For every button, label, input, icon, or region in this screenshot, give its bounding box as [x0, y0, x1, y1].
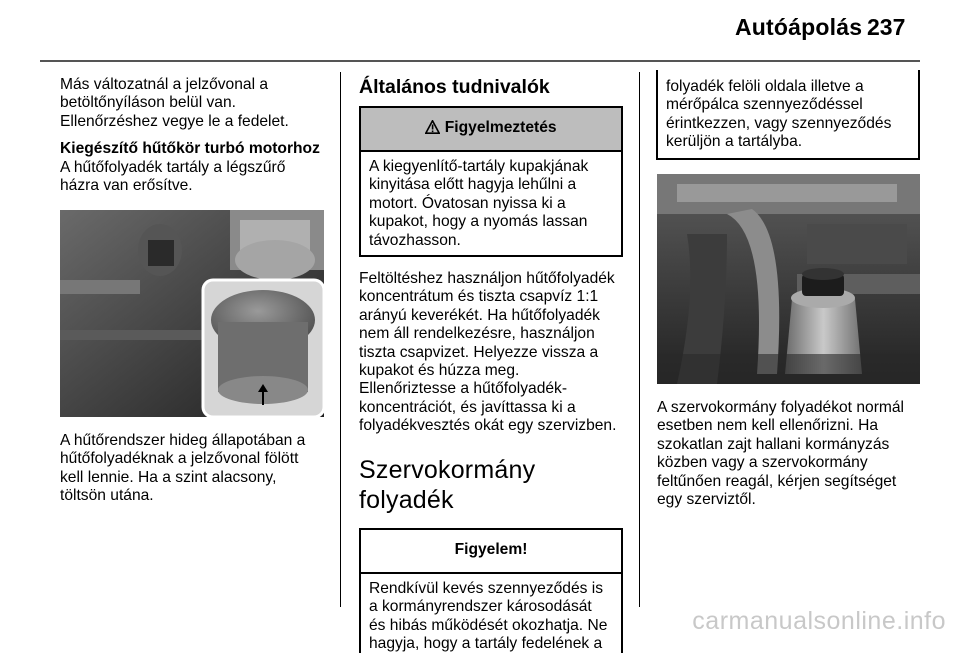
body-line: tiszta csapvizet. Helyezze vissza a [359, 343, 599, 361]
body-line: töltsön utána. [60, 487, 154, 505]
body-line: hűtőfolyadéknak a jelzővonal fölött [60, 450, 299, 468]
body-line: A szervokormány folyadékot normál [657, 399, 905, 416]
intro-line: Más változatnál a jelzővonal a [60, 76, 269, 93]
warning-triangle-icon [425, 119, 444, 136]
body-line: kell lennie. Ha a szint alacsony, [60, 468, 277, 486]
filling-instructions [359, 270, 627, 436]
caution-line: a kormányrendszer károsodását [369, 598, 592, 616]
intro-line: Ellenőrzéshez vegye le a fedelet. [60, 112, 289, 130]
column-3 [656, 70, 922, 160]
body-line: nem áll rendelkezésre, használjon [359, 325, 595, 343]
body-line: koncentrátum és tiszta csapvíz 1:1 [359, 288, 599, 306]
body-line: koncentrációt, és javíttassa ki a [359, 398, 576, 416]
body-line: Ellenőriztesse a hűtőfolyadék- [359, 380, 568, 398]
column-1 [60, 76, 330, 195]
warning-line: kupakot, hogy a nyomás lassan [369, 213, 588, 231]
caution-box [359, 528, 623, 653]
coolant-reservoir-photo [60, 210, 324, 417]
header-divider [40, 60, 920, 62]
warning-header [361, 108, 621, 152]
caution-header: Figyelem! [361, 530, 621, 574]
caution-line: Rendkívül kevés szennyeződés is [369, 579, 604, 597]
body-line: kupakot és húzza meg. [359, 362, 520, 380]
page-number: 237 [867, 14, 906, 40]
body-line: folyadékvesztés okát egy szervizben. [359, 417, 617, 435]
sub-line: házra van erősítve. [60, 177, 193, 195]
column-divider-2 [639, 72, 640, 607]
column-1-bottom [60, 432, 330, 506]
sub-line: A hűtőfolyadék tartály a légszűrő [60, 158, 286, 176]
intro-line: betöltőnyíláson belül van. [60, 94, 236, 112]
general-heading: Általános tudnivalók [359, 76, 550, 98]
body-line: Feltöltéshez használjon hűtőfolyadék [359, 270, 615, 288]
body-line: közben vagy a szervokormány [657, 454, 868, 472]
body-line: egy szerviztől. [657, 491, 756, 509]
column-3-bottom [657, 399, 923, 509]
column-divider-1 [340, 72, 341, 607]
warning-body [361, 152, 621, 255]
power-steering-reservoir-photo [657, 174, 920, 384]
caution-line: folyadék felöli oldala illetve a [666, 78, 864, 95]
body-line: szokatlan zajt hallani kormányzás [657, 435, 890, 453]
warning-line: távozhasson. [369, 231, 461, 249]
subheading: Kiegészítő hűtőkör turbó motorhoz [60, 140, 320, 158]
caution-box-continued [656, 70, 920, 160]
column-2 [359, 75, 627, 653]
section-title: Autóápolás [735, 14, 863, 40]
warning-line: motort. Óvatosan nyissa ki a [369, 194, 566, 212]
body-line: feltűnően reagál, kérjen segítséget [657, 472, 897, 490]
caution-line: hagyja, hogy a tartály fedelének a [369, 634, 603, 652]
body-line: esetben nem kell ellenőrizni. Ha [657, 417, 879, 435]
warning-line: A kiegyenlítő-tartály kupakjának [369, 158, 589, 175]
body-line: arányú keverékét. Ha hűtőfolyadék [359, 306, 600, 324]
warning-box [359, 106, 623, 257]
caution-line: mérőpálca szennyeződéssel [666, 96, 863, 114]
power-steering-heading: Szervokormány folyadék [359, 455, 536, 514]
caution-line: és hibás működését okozhatja. Ne [369, 616, 608, 634]
caution-line: érintkezzen, vagy szennyeződés [666, 114, 892, 132]
warning-line: kinyitása előtt hagyja lehűlni a [369, 176, 577, 194]
caution-line: kerüljön a tartályba. [666, 133, 803, 151]
body-line: A hűtőrendszer hideg állapotában a [60, 432, 306, 449]
warning-title: Figyelmeztetés [444, 119, 557, 136]
watermark: carmanualsonline.info [692, 607, 946, 635]
caution-body [361, 574, 621, 653]
